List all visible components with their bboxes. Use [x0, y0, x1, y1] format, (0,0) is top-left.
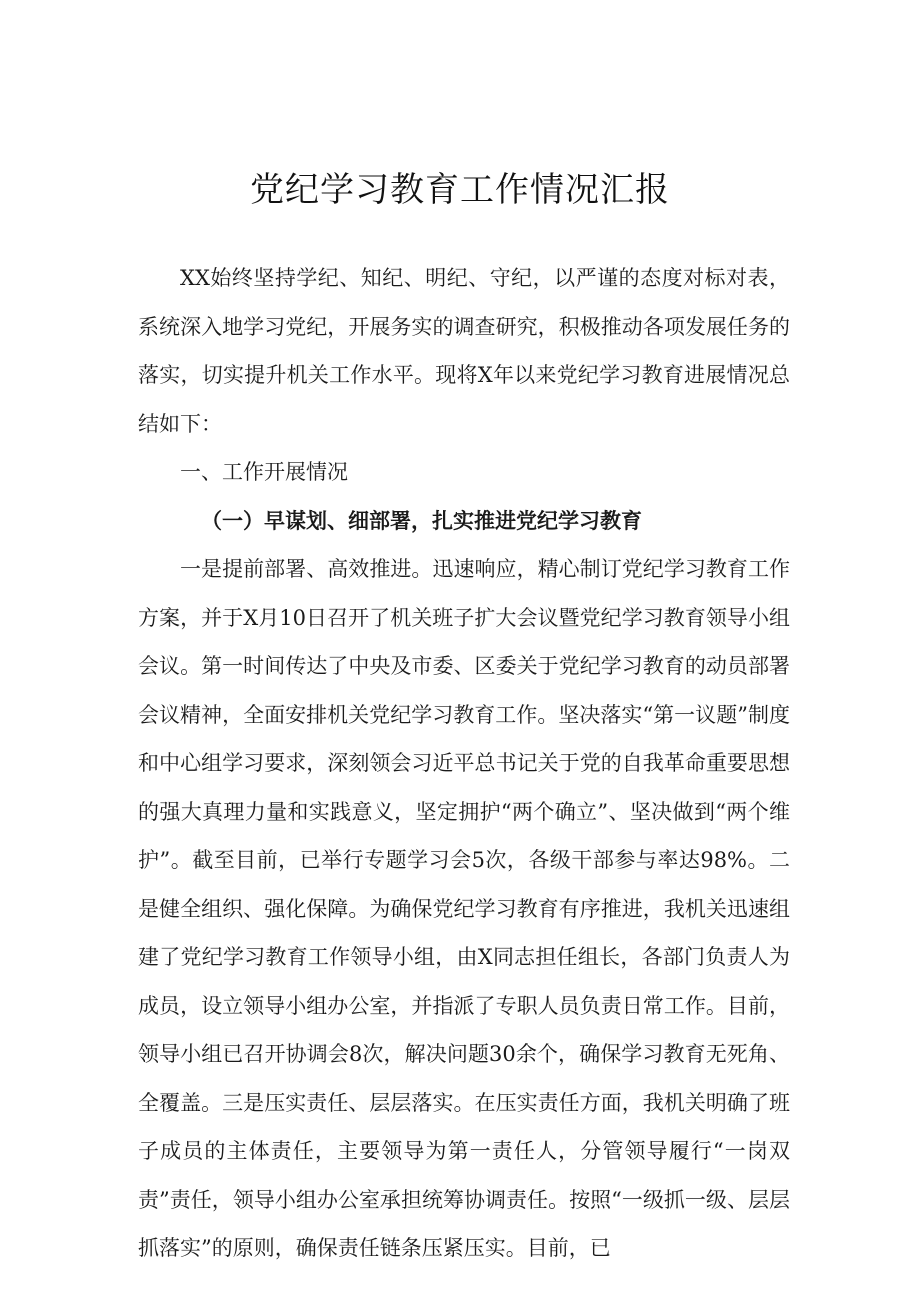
section-heading: 一、工作开展情况 [180, 460, 348, 484]
subsection-paragraph: 一是提前部署、高效推进。迅速响应，精心制订党纪学习教育工作方案，并于X月10日召开了机关班子扩大会议暨党纪学习教育领导小组会议。第一时间传达了中央及市委、区委关于党纪学习教育的动员部署会议精神，全面安排机关党纪学习教育工作。坚决落实“第一议题”制度和中心组学习要求，深刻领会习近平总书记关于党的自我革命重要思想的强大真理力量和实践意义，坚定拥护“两个确立”、坚决做到“两个维护”。截至目前，已举行专题学习会5次，各级干部参与率达98%。二是健全组织、强化保障。为确保党纪学习教育有序推进，我机关迅速组建了党纪学习教育工作领导小组，由X同志担任组长，各部门负责人为成员，设立领导小组办公室，并指派了专职人员负责日常工作。目前，领导小组已召开协调会8次，解决问题30余个，确保学习教育无死角、全覆盖。三是压实责任、层层落实。在压实责任方面，我机关明确了班子成员的主体责任，主要领导为第一责任人，分管领导履行“一岗双责”责任，领导小组办公室承担统筹协调责任。按照“一级抓一级、层层抓落实”的原则，确保责任链条压紧压实。目前，已 [138, 557, 790, 1260]
intro-paragraph: XX始终坚持学纪、知纪、明纪、守纪，以严谨的态度对标对表，系统深入地学习党纪，开展务实的调查研究，积极推动各项发展任务的落实，切实提升机关工作水平。现将X年以来党纪学习教育进展情况总结如下： [138, 266, 790, 436]
document-title: 党纪学习教育工作情况汇报 [250, 170, 670, 210]
subsection-heading: （一）早谋划、细部署，扎实推进党纪学习教育 [201, 507, 642, 533]
document-body [138, 254, 790, 1273]
